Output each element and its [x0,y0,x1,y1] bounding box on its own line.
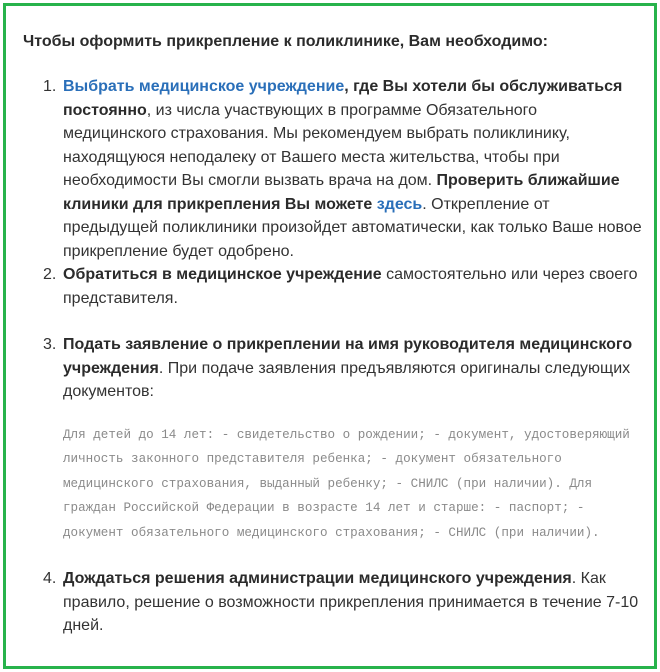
article-content [23,20,643,638]
choose-clinic-link[interactable]: Выбрать медицинское учреждение [63,78,345,95]
green-frame [3,3,657,669]
step-number: 2. [43,266,57,283]
step-2-bold: Обратиться в медицинское учреждение [63,266,382,283]
here-link[interactable]: здесь [376,195,423,213]
step-1-text-2: . Открепление от предыдущей поликлиники произойдет автоматически, как только Ваше новое прикрепление будет одобрено. [63,195,642,260]
step-3-text: . При подаче заявления предъявляются оригиналы следующих документов: [63,359,631,400]
step-2-text: самостоятельно или через своего представителя. [63,266,638,307]
step-number: 1. [43,78,57,95]
step-3-bold: Подать заявление о прикреплении на имя руководителя медицинского учреждения [63,336,633,377]
step-1 [23,75,643,263]
step-3 [23,333,643,545]
step-1-bold-1: , где Вы хотели бы обслуживаться постоянно [63,78,623,119]
intro-heading: Чтобы оформить прикрепление к поликлинике, Вам необходимо: [23,33,548,50]
documents-block: Для детей до 14 лет: - свидетельство о рождении; - документ, удостоверяющий личность законного представителя ребенка; - документ обязательного медицинского страхования, выданный ребенку; - СНИЛС (при наличии). Для граждан Российской Федерации в возрасте 14 лет и старше: - паспорт; - документ обязательного медицинского страхования; - СНИЛС (при наличии). [63,427,630,540]
step-4-bold: Дождаться решения администрации медицинского учреждения [63,570,572,587]
steps-list [23,75,643,638]
step-2 [23,263,643,310]
step-4-text: . Как правило, решение о возможности прикрепления принимается в течение 7-10 дней. [63,570,639,634]
step-1-text-1: , из числа участвующих в программе Обязательного медицинского страхования. Мы рекомендуем выбрать поликлинику, находящуюся неподалеку от Вашего места жительства, чтобы при необходимости Вы смогли вызвать врача на дом. [63,101,570,189]
step-4 [23,567,643,638]
step-number: 4. [43,570,57,587]
step-1-bold-2: Проверить ближайшие клиники для прикрепления Вы можете [63,172,620,213]
step-number: 3. [43,336,57,353]
